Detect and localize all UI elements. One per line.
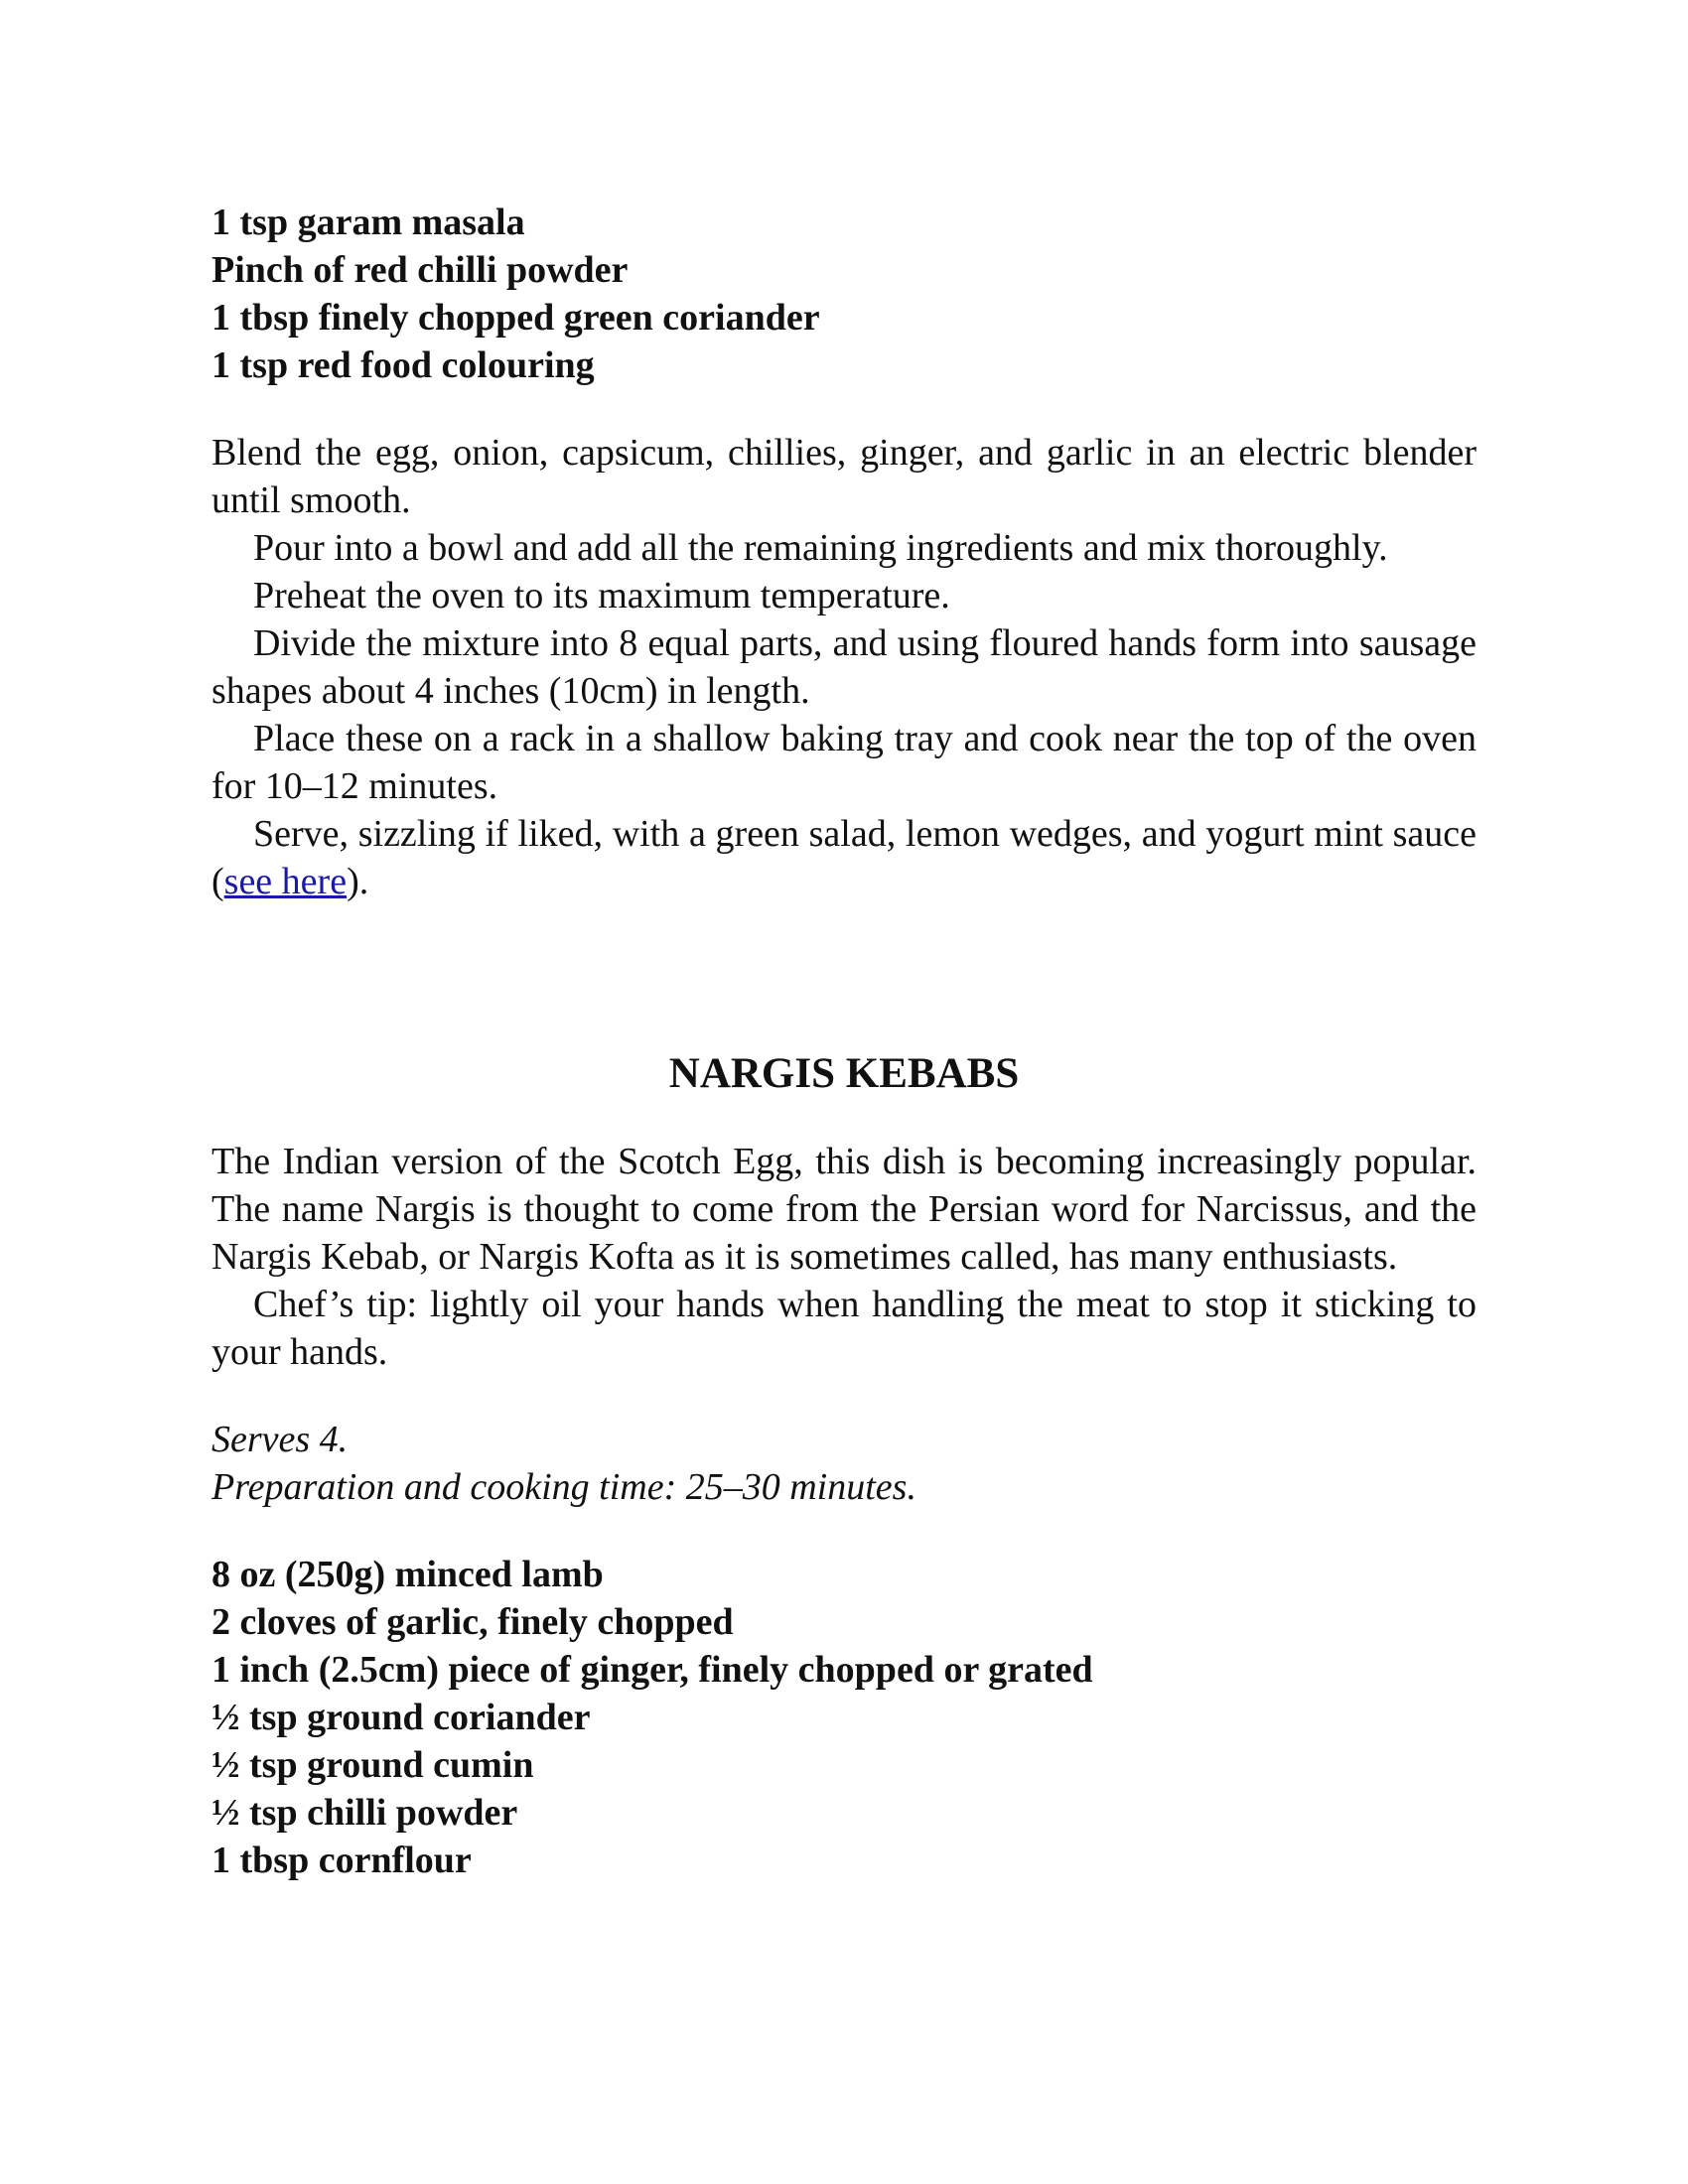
page-content	[211, 199, 1477, 1884]
ingredient-line: ½ tsp ground coriander	[211, 1697, 591, 1738]
recipe-ingredient-list	[211, 1551, 1477, 1884]
top-ingredient-list	[211, 199, 1477, 389]
ingredient-line: 1 tsp red food colouring	[211, 344, 595, 386]
ingredient-line: 2 cloves of garlic, finely chopped	[211, 1601, 734, 1643]
method-section	[211, 429, 1477, 905]
serves-text: Serves 4.	[211, 1419, 349, 1460]
ingredient-line: 1 tsp garam masala	[211, 202, 525, 243]
serve-text-end: ).	[347, 861, 369, 902]
method-step: Blend the egg, onion, capsicum, chillies, ginger, and garlic in an electric blender until smooth.	[211, 432, 1477, 521]
method-step: Divide the mixture into 8 equal parts, and using floured hands form into sausage shapes about 4 inches (10cm) in length.	[211, 622, 1477, 712]
time-text: Preparation and cooking time: 25–30 minutes.	[211, 1466, 916, 1508]
see-here-link[interactable]: see here	[223, 861, 348, 902]
ingredient-line: 8 oz (250g) minced lamb	[211, 1554, 604, 1595]
ingredient-line: Pinch of red chilli powder	[211, 249, 629, 291]
ingredient-line: 1 tbsp finely chopped green coriander	[211, 297, 820, 339]
chef-tip: Chef’s tip: lightly oil your hands when handling the meat to stop it sticking to your hands.	[211, 1284, 1477, 1373]
recipe-title: NARGIS KEBABS	[668, 1050, 1020, 1097]
ingredient-line: ½ tsp ground cumin	[211, 1744, 534, 1786]
intro-paragraph: The Indian version of the Scotch Egg, this dish is becoming increasingly popular. The name Nargis is thought to come from the Persian word for Narcissus, and the Nargis Kebab, or Nargis Kofta as it is sometimes called, has many enthusiasts.	[211, 1141, 1477, 1278]
method-step: Place these on a rack in a shallow baking tray and cook near the top of the oven for 10–12 minutes.	[211, 718, 1477, 807]
serve-step	[211, 810, 1477, 905]
ingredient-line: 1 tbsp cornflour	[211, 1840, 472, 1881]
ingredient-line: 1 inch (2.5cm) piece of ginger, finely chopped or grated	[211, 1649, 1093, 1691]
recipe-intro	[211, 1138, 1477, 1376]
serve-text: Serve, sizzling if liked, with a green salad, lemon wedges, and yogurt mint sauce (	[211, 813, 1477, 902]
ingredient-line: ½ tsp chilli powder	[211, 1792, 518, 1834]
recipe-meta	[211, 1416, 1477, 1511]
method-step: Pour into a bowl and add all the remaining ingredients and mix thoroughly.	[253, 527, 1388, 569]
method-step: Preheat the oven to its maximum temperature.	[253, 575, 950, 616]
